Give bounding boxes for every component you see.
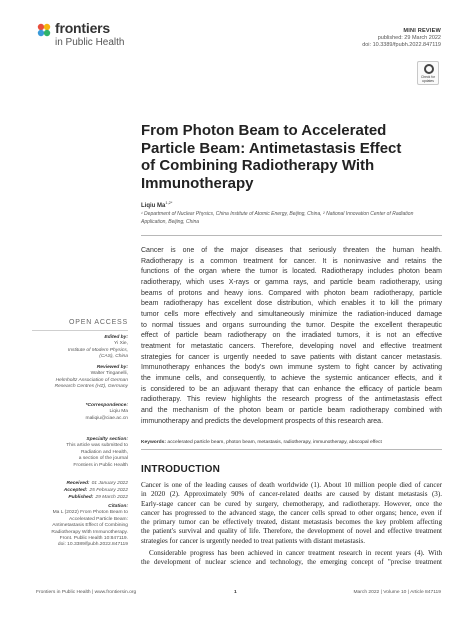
citation-line: Radiotherapy With Immunotherapy. [51, 529, 128, 535]
text-line: Radiotherapy is a common treatment for cancer. It is noninvasive and retains the [141, 257, 442, 265]
text-line: Immunotherapy enhances the body's own immune system to fight cancer by activating [141, 364, 442, 372]
author-superscript: 1,2* [165, 200, 173, 205]
published-date: published: 29 March 2022 [377, 35, 441, 42]
text-line: and the mechanism of the photon beam or particle beam radiotherapy combined with [141, 406, 442, 414]
article-type: MINI REVIEW [403, 28, 441, 34]
text-line: cancer has progressed to the advanced stage, the cancer cells spread to other organs; hence, even if [141, 508, 442, 517]
text-line: in 2020 (2). Approximately 90% of cancer-related deaths are caused by distant metastasis (3). [141, 490, 442, 499]
published-label: Published: [68, 495, 94, 500]
correspondence-line: Liqiu Ma [109, 409, 128, 415]
text-line: the patient's survival and quality of life. Therefore, the development of novel and effective treatment [141, 527, 442, 536]
introduction-text [141, 481, 442, 567]
citation-line: Accelerated Particle Beam: [69, 516, 128, 522]
correspondence-label: *Correspondence: [85, 403, 128, 408]
title-line: Immunotherapy [141, 174, 254, 192]
correspondence-email[interactable]: maliqiu@ciae.ac.cn [85, 415, 128, 421]
reviewed-by [32, 365, 128, 391]
abstract [141, 246, 442, 427]
text-line: beam radiotherapy has excellent dose distribution, which enables it to kill the primary [141, 300, 442, 308]
text-line: functions of the organ where the tumor is located. Radiotherapy includes photon beam [141, 268, 442, 276]
accepted-row [32, 487, 128, 494]
updates-label: Check for updates [420, 75, 436, 83]
received-row [32, 480, 128, 487]
reviewer-line: Walter Tinganelli, [90, 371, 128, 377]
accepted-date: 25 February 2022 [89, 488, 128, 493]
keywords [141, 440, 382, 445]
citation-line: Antimetastasis Effect of Combining [52, 523, 128, 529]
divider [141, 449, 442, 450]
text-line: Early-stage cancer can be cured by surgery, chemotherapy, and radiotherapy. However, once the [141, 499, 442, 508]
citation-line: Ma L (2022) From Photon Beam to [52, 510, 128, 516]
published-date-side: 29 March 2022 [95, 495, 128, 500]
specialty-label: Specialty section: [86, 437, 128, 442]
received-date: 01 January 2022 [91, 481, 128, 486]
article-title [141, 122, 441, 192]
correspondence [32, 403, 128, 422]
logo-journal-name: in Public Health [55, 37, 125, 48]
open-access-label: OPEN ACCESS [69, 319, 128, 326]
text-line: is considered to be an adjuvant therapy that can enhance the efficacy of particle beam [141, 385, 442, 393]
affiliation-line: Application, Beijing, China [141, 218, 200, 225]
text-line: the primary tumor can be effectively treated, distant metastasis becomes the key problem affecting [141, 518, 442, 527]
title-line: Particle Beam: Antimetastasis Effect [141, 139, 402, 157]
text-line: Cancer is one of the leading causes of death worldwide (1). About 10 million people died of cancer [141, 481, 442, 489]
text-line: radiotherapy, which uses X-rays or gamma rays, and particle beam radiotherapy, using [141, 278, 442, 286]
editor-line: (CAS), China [99, 354, 128, 360]
text-line: to normal tissues and organs surrounding the tumor. Despite the excellent therapeutic [141, 321, 442, 329]
text-line: strategies for cancer is urgently needed to treat patients with distant metastasis. [141, 536, 366, 545]
frontiers-logo-icon [36, 22, 52, 38]
text-line: strategies for cancer is urgently needed to save patients with distant cancer metastasis. [141, 353, 442, 361]
citation [32, 504, 128, 549]
logo-brand: frontiers [55, 20, 110, 36]
text-line: effect of particle beam radiotherapy on the irradiated tumors, it is not an effective [141, 332, 442, 340]
affiliation-line: ¹ Department of Nuclear Physics, China Institute of Atomic Energy, Beijing, China, ² National Innovation Center of Radiation [141, 211, 414, 217]
specialty-line: This article was submitted to [66, 443, 128, 449]
page-number: 1 [234, 590, 237, 595]
author [141, 200, 172, 209]
section-heading: INTRODUCTION [141, 464, 221, 475]
accepted-label: Accepted: [63, 488, 88, 493]
text-line: treatment for metastatic cancers. Therefore, developing novel and effective treatment [141, 342, 442, 350]
text-line: the development of nuclear science and technology, the emerging concept of "precise treatment [141, 557, 442, 566]
text-line: Considerable progress has been achieved in cancer treatment research in recent years (4). With [149, 548, 442, 557]
text-line: Cancer is one of the major diseases that seriously threaten the human health. [141, 247, 442, 254]
specialty-line: Radiation and Health, [80, 449, 128, 455]
author-name: Liqiu Ma [141, 203, 166, 209]
check-for-updates-badge[interactable] [417, 61, 439, 85]
footer-volume: March 2022 | Volume 10 | Article 847119 [353, 590, 441, 595]
updates-icon [424, 64, 434, 74]
text-line: beams of protons and heavy ions. Compared with photon beam radiotherapy, particle [141, 289, 442, 297]
citation-label: Citation: [108, 504, 128, 509]
reviewer-line: Helmholtz Association of German [55, 377, 128, 383]
reviewed-by-label: Reviewed by: [96, 365, 128, 370]
published-row [32, 494, 128, 501]
text-line: immunotherapy and predicts the development prospects of this research area. [141, 417, 384, 425]
citation-line: doi: 10.3389/fpubh.2022.847119 [57, 542, 128, 548]
keywords-label: Keywords: [141, 440, 167, 445]
edited-by [32, 335, 128, 361]
article-dates [32, 480, 128, 501]
footer-journal: Frontiers in Public Health | www.frontiersin.org [36, 590, 137, 595]
editor-line: Institute of Modern Physics, [67, 347, 128, 353]
article-meta [362, 28, 441, 50]
divider [141, 235, 442, 236]
title-line: From Photon Beam to Accelerated [141, 122, 387, 139]
title-line: of Combining Radiotherapy With [141, 157, 375, 175]
journal-logo [36, 20, 156, 50]
citation-line: Front. Public Health 10:847119. [59, 536, 128, 542]
specialty-line: Frontiers in Public Health [73, 462, 128, 468]
editor-line: Yi Xie, [114, 341, 128, 347]
specialty-section [32, 437, 128, 469]
divider [32, 330, 128, 331]
keywords-list: accelerated particle beam, photon beam, metastasis, radiotherapy, immunotherapy, abscopal effect [167, 440, 382, 445]
text-line: tumor cells more effectively and simultaneously minimize the radiation-induced damage [141, 310, 442, 318]
specialty-line: a section of the journal [78, 456, 128, 462]
affiliations [141, 211, 441, 226]
edited-by-label: Edited by: [104, 335, 128, 340]
doi[interactable]: doi: 10.3389/fpubh.2022.847119 [362, 42, 441, 49]
text-line: the immune cells, and consequently, to achieve the systemic anticancer effects, and it [141, 374, 442, 382]
reviewer-line: Research Centres (HZ), Germany [54, 384, 128, 390]
text-line: radiotherapy. This review highlights the research progress of the antimetastasis effect [141, 396, 442, 404]
received-label: Received: [66, 481, 90, 486]
